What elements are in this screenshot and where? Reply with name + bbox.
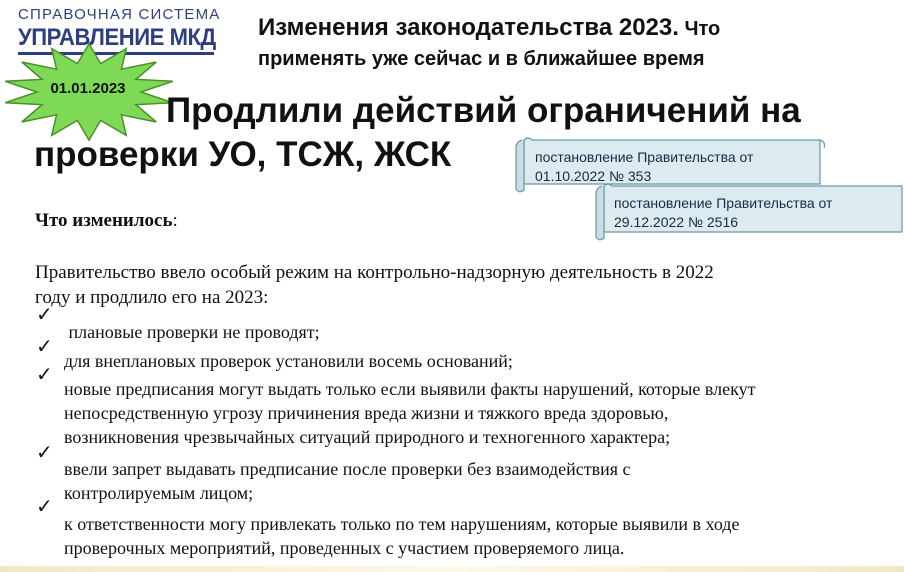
list-item	[64, 377, 894, 449]
main-title-line1: Продлили действий ограничений на	[166, 91, 801, 130]
header-title	[258, 13, 898, 75]
decree-2-text	[614, 194, 832, 232]
list-item-line: ввели запрет выдавать предписание после проверки без взаимодействия с	[64, 459, 631, 479]
what-changed-heading	[35, 210, 178, 232]
check-icon: ✓	[36, 494, 53, 518]
intro-paragraph	[35, 260, 895, 310]
list-item	[64, 457, 631, 505]
list-item-line: новые предписания могут выдать только если выявили факты нарушений, которые влекут	[64, 379, 756, 399]
main-title-line2: проверки УО, ТСЖ, ЖСК	[34, 135, 452, 174]
intro-line1: Правительство ввело особый режим на контрольно-надзорную деятельность в 2022	[35, 262, 714, 283]
list-item	[64, 349, 513, 373]
list-item	[64, 512, 894, 560]
decree-2-line2: 29.12.2022 № 2516	[614, 214, 739, 230]
check-icon: ✓	[36, 334, 53, 358]
what-changed-label: Что изменилось	[35, 210, 173, 231]
logo-subtitle: СПРАВОЧНАЯ СИСТЕМА	[18, 6, 221, 23]
check-icon: ✓	[36, 362, 53, 386]
list-item-line: плановые проверки не проводят;	[64, 322, 320, 342]
footer-bar	[0, 566, 904, 572]
logo-title: УПРАВЛЕНИЕ МКД	[18, 24, 216, 51]
list-item-line: контролируемым лицом;	[64, 483, 254, 503]
list-item-line: возникновения чрезвычайных ситуаций природного и техногенного характера;	[64, 427, 671, 447]
list-item-line: для внеплановых проверок установили восемь оснований;	[64, 351, 513, 371]
what-changed-colon: :	[172, 210, 178, 231]
header-title-sub2: применять уже сейчас и в ближайшее время	[258, 48, 705, 70]
check-icon: ✓	[36, 440, 53, 464]
decree-2-line1: постановление Правительства от	[614, 195, 833, 211]
list-item	[64, 320, 320, 344]
intro-line2: году и продлило его на 2023:	[35, 287, 269, 308]
list-item-line: к ответственности могу привлекать только по тем нарушениям, которые выявили в ходе	[64, 514, 740, 534]
header-title-main: Изменения законодательства 2023.	[258, 14, 679, 41]
decree-1-line2: 01.10.2022 № 353	[535, 168, 652, 184]
decree-1-line1: постановление Правительства от	[535, 149, 754, 165]
check-icon: ✓	[36, 302, 53, 326]
list-item-line: проверочных мероприятий, проведенных с участием проверяемого лица.	[64, 538, 625, 558]
header-title-sub1: Что	[678, 18, 721, 40]
badge-date: 01.01.2023	[50, 80, 126, 97]
list-item-line: непосредственную угрозу причинения вреда жизни и тяжкого вреда здоровью,	[64, 403, 669, 423]
